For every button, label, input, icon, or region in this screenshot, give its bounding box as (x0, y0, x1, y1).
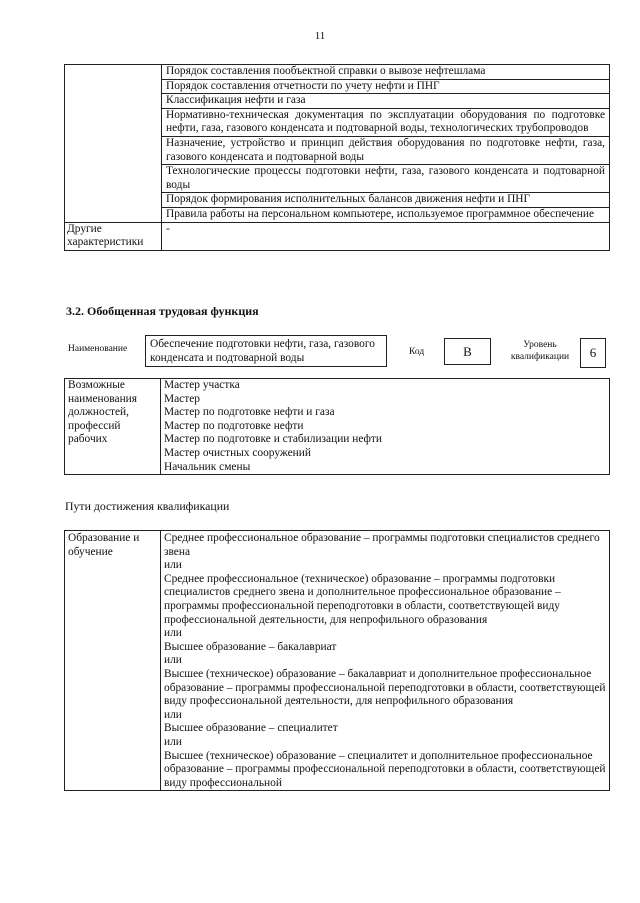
function-name-box: Обеспечение подготовки нефти, газа, газового конденсата и подтоварной воды (145, 335, 387, 367)
table-row (65, 65, 610, 80)
knowledge-item: Порядок составления пообъектной справки о вывозе нефтешлама (162, 65, 610, 80)
or-separator: или (164, 559, 182, 572)
education-item: Среднее профессиональное (техническое) образование – программы подготовки специалистов среднего звена и дополнительное профессиональное образование – программы профессиональной переподготовки в области, соответствующей виду профессиональной деятельности, для непрофильного образования (164, 572, 561, 626)
qualification-paths-heading: Пути достижения квалификации (65, 499, 230, 513)
qualification-level-box: 6 (580, 338, 606, 368)
table-row (65, 379, 610, 475)
or-separator: или (164, 708, 182, 721)
positions-table (64, 378, 610, 475)
education-table (64, 530, 610, 791)
knowledge-item: Нормативно-техническая документация по эксплуатации оборудования по подготовке нефти, газа, газового конденсата и подтоварной воды, технологических трубопроводов (162, 108, 610, 136)
table-cell-empty (65, 65, 162, 223)
table-row (65, 222, 610, 250)
positions-label: Возможные наименования должностей, профессий рабочих (65, 379, 161, 475)
knowledge-item: Порядок формирования исполнительных балансов движения нефти и ПНГ (162, 193, 610, 208)
education-item: Среднее профессиональное образование – программы подготовки специалистов среднего звена (164, 532, 600, 558)
code-label: Код (409, 347, 425, 357)
education-label: Образование и обучение (65, 531, 161, 791)
name-label: Наименование (68, 344, 128, 354)
knowledge-item: Назначение, устройство и принцип действия оборудования по подготовке нефти, газа, газового конденсата и подтоварной воды (162, 136, 610, 164)
position-item: Начальник смены (164, 460, 251, 473)
education-requirements (161, 531, 610, 791)
knowledge-item: Технологические процессы подготовки нефти, газа, газового конденсата и подтоварной воды (162, 165, 610, 193)
education-item: Высшее (техническое) образование – бакалавриат и дополнительное профессиональное образование – программы профессиональной переподготовки в области, соответствующей виду профессиональной деятельности, для непрофильного образования (164, 667, 606, 708)
code-value-box: В (444, 338, 491, 365)
page-number: 11 (314, 30, 326, 42)
qualification-level-label: Уровень квалификации (510, 340, 570, 362)
position-item: Мастер по подготовке и стабилизации нефти (164, 433, 382, 446)
or-separator: или (164, 735, 182, 748)
position-item: Мастер по подготовке нефти (164, 419, 304, 432)
section-heading: 3.2. Обобщенная трудовая функция (66, 304, 259, 318)
knowledge-item: Правила работы на персональном компьютере, используемое программное обеспечение (162, 207, 610, 222)
other-characteristics-label: Другие характеристики (65, 222, 162, 250)
education-item: Высшее (техническое) образование – специалитет и дополнительное профессиональное образование – программы профессиональной переподготовки в области, соответствующей виду профессиональной (164, 749, 606, 789)
position-item: Мастер очистных сооружений (164, 446, 311, 459)
or-separator: или (164, 627, 182, 640)
position-item: Мастер участка (164, 379, 240, 391)
education-item: Высшее образование – специалитет (164, 722, 338, 735)
position-item: Мастер (164, 392, 200, 405)
positions-list (161, 379, 610, 475)
knowledge-item: Классификация нефти и газа (162, 94, 610, 109)
other-characteristics-value: - (162, 222, 610, 250)
knowledge-item: Порядок составления отчетности по учету нефти и ПНГ (162, 79, 610, 94)
or-separator: или (164, 654, 182, 667)
knowledge-table (64, 64, 610, 251)
education-item: Высшее образование – бакалавриат (164, 640, 337, 653)
position-item: Мастер по подготовке нефти и газа (164, 406, 335, 419)
table-row (65, 531, 610, 791)
